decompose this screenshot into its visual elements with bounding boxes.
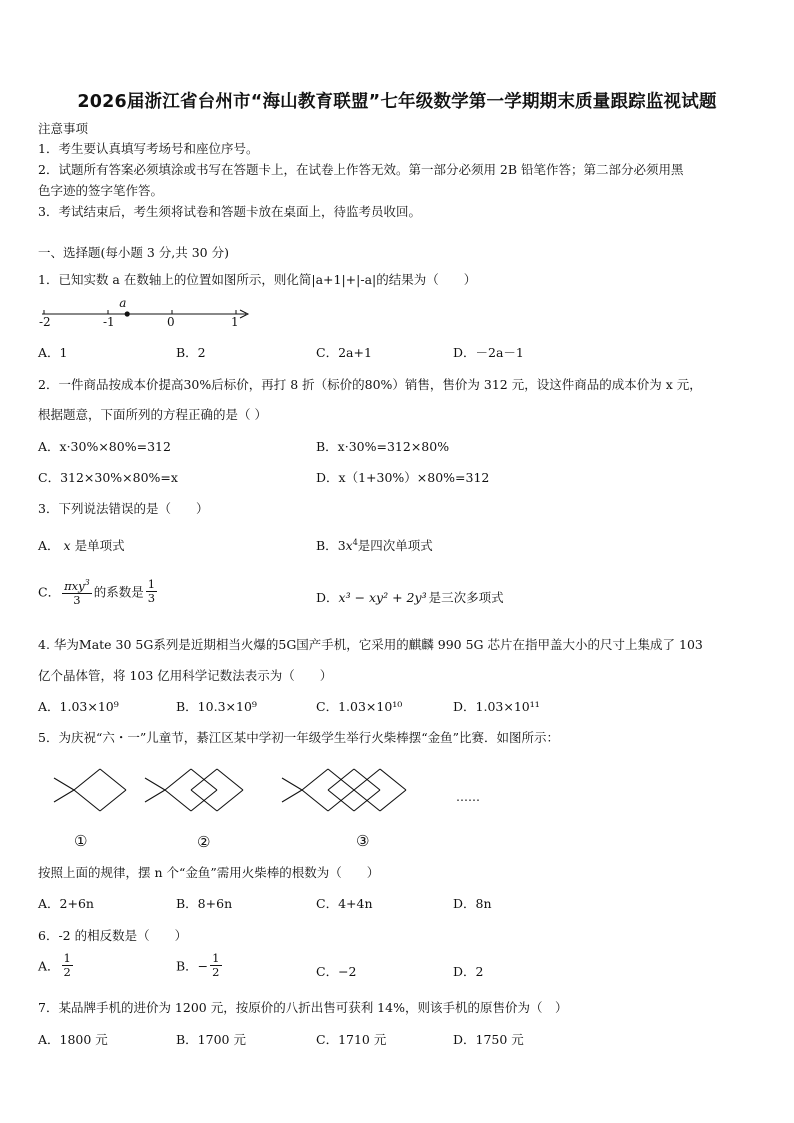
q1-tick-label-1: -1 xyxy=(103,315,115,329)
notice-item-1: 1．考生要认真填写考场号和座位序号。 xyxy=(38,141,259,156)
q5-figure-label-1: ① xyxy=(74,832,88,850)
q6-option-d: D．2 xyxy=(453,964,484,979)
q3-option-a: A． x 是单项式 xyxy=(38,538,125,553)
q5-figure-label-2: ② xyxy=(197,833,211,851)
q2-option-c: C．312×30%×80%=x xyxy=(38,470,178,485)
q2-option-a: A．x·30%×80%=312 xyxy=(38,439,171,454)
q5-option-c: C．4+4n xyxy=(316,896,373,911)
fish2-body-0-a xyxy=(165,769,191,790)
q4-stem-line2: 亿个晶体管，将 103 亿用科学记数法表示为（ ） xyxy=(38,668,333,683)
page-title: 2026届浙江省台州市“海山教育联盟”七年级数学第一学期期末质量跟踪监视试题 xyxy=(77,92,717,112)
fish2-body-0-b xyxy=(165,790,191,811)
fish1-body-0-b xyxy=(74,790,100,811)
fish3-body-2-d xyxy=(380,790,406,811)
q5-figure-label-3: ③ xyxy=(356,832,370,850)
q6-option-a: A． $\frac{1}{2}$ xyxy=(38,951,71,979)
q1-tick-label-0: -2 xyxy=(39,315,51,329)
fish1-body-0-c xyxy=(100,769,126,790)
q3-option-b: B．$3x^4$是四次单项式 xyxy=(316,537,433,553)
q7-option-b: B．1700 元 xyxy=(176,1032,246,1047)
fish3-tail-bottom xyxy=(282,790,302,802)
fish1-body-0-d xyxy=(100,790,126,811)
q4-option-d: D．1.03×10¹¹ xyxy=(453,699,540,714)
q5-stem-2: 按照上面的规律，摆 n 个“金鱼”需用火柴棒的根数为（ ） xyxy=(38,865,380,880)
q2-stem-line1: 2．一件商品按成本价提高30%后标价，再打 8 折（标价的80%）销售，售价为 312 元，设这件商品的成本价为 x 元， xyxy=(38,377,702,392)
q4-stem-line1: 4. 华为Mate 30 5G系列是近期相当火爆的5G国产手机，它采用的麒麟 990 5G 芯片在指甲盖大小的尺寸上集成了 103 xyxy=(38,637,703,652)
notice-item-3: 3．考试结束后，考生须将试卷和答题卡放在桌面上，待监考员收回。 xyxy=(38,204,421,219)
q1-point-label: a xyxy=(119,296,127,310)
q1-option-c: C．2a+1 xyxy=(316,345,372,360)
fish1-tail-bottom xyxy=(54,790,74,802)
fish3-tail-top xyxy=(282,778,302,790)
q3-option-d: D．x³ − xy² + 2y³ 是三次多项式 xyxy=(316,590,504,605)
q3-option-c: C． $\frac{\pi xy^3}{3}$ 的系数是 $\frac{1}{3}$ xyxy=(38,576,156,607)
q7-stem: 7．某品牌手机的进价为 1200 元，按原价的八折出售可获利 14%，则该手机的原售价为（ ） xyxy=(38,1000,568,1015)
q4-option-c: C．1.03×10¹⁰ xyxy=(316,699,403,714)
notice-heading: 注意事项 xyxy=(38,121,89,136)
fish2-body-1-d xyxy=(217,790,243,811)
q2-stem-line2: 根据题意，下面所列的方程正确的是（ ） xyxy=(38,407,267,422)
q5-stem: 5．为庆祝“六・一”儿童节，綦江区某中学初一年级学生举行火柴棒摆“金鱼”比赛．如图所示： xyxy=(38,730,560,745)
notice-item-2-cont: 色字迹的签字笔作答。 xyxy=(38,183,164,198)
q7-option-a: A．1800 元 xyxy=(38,1032,108,1047)
q5-option-d: D．8n xyxy=(453,896,492,911)
q7-option-d: D．1750 元 xyxy=(453,1032,524,1047)
q2-option-b: B．x·30%=312×80% xyxy=(316,439,450,454)
q6-option-c: C．−2 xyxy=(316,964,357,979)
section-heading: 一、选择题(每小题 3 分,共 30 分) xyxy=(38,245,229,260)
fish3-body-0-b xyxy=(302,790,328,811)
q1-stem: 1．已知实数 a 在数轴上的位置如图所示，则化简|a+1|+|-a|的结果为（ ） xyxy=(38,272,477,287)
q5-option-a: A．2+6n xyxy=(38,896,94,911)
fish2-tail-bottom xyxy=(145,790,165,802)
q4-option-a: A．1.03×10⁹ xyxy=(38,699,119,714)
q4-option-b: B．10.3×10⁹ xyxy=(176,699,257,714)
fish2-tail-top xyxy=(145,778,165,790)
fish1-body-0-a xyxy=(74,769,100,790)
q2-option-d: D．x（1+30%）×80%=312 xyxy=(316,470,490,485)
q6-option-b: B．− $\frac{1}{2}$ xyxy=(176,951,220,979)
q1-option-a: A．1 xyxy=(38,345,68,360)
fish3-body-2-c xyxy=(380,769,406,790)
q1-tick-label-3: 1 xyxy=(231,315,239,329)
notice-item-2: 2．试题所有答案必须填涂或书写在答题卡上，在试卷上作答无效。第一部分必须用 2B 铅笔作答；第二部分必须用黑 xyxy=(38,162,684,177)
q6-stem: 6．-2 的相反数是（ ） xyxy=(38,928,188,943)
fish2-body-1-c xyxy=(217,769,243,790)
q1-option-b: B．2 xyxy=(176,345,206,360)
q1-option-d: D．－2a－1 xyxy=(453,345,524,360)
q5-option-b: B．8+6n xyxy=(176,896,233,911)
q1-tick-label-2: 0 xyxy=(167,315,175,329)
fish3-body-0-a xyxy=(302,769,328,790)
q7-option-c: C．1710 元 xyxy=(316,1032,387,1047)
q3-stem: 3．下列说法错误的是（ ） xyxy=(38,501,209,516)
q5-ellipsis: …… xyxy=(456,790,480,804)
fish1-tail-top xyxy=(54,778,74,790)
